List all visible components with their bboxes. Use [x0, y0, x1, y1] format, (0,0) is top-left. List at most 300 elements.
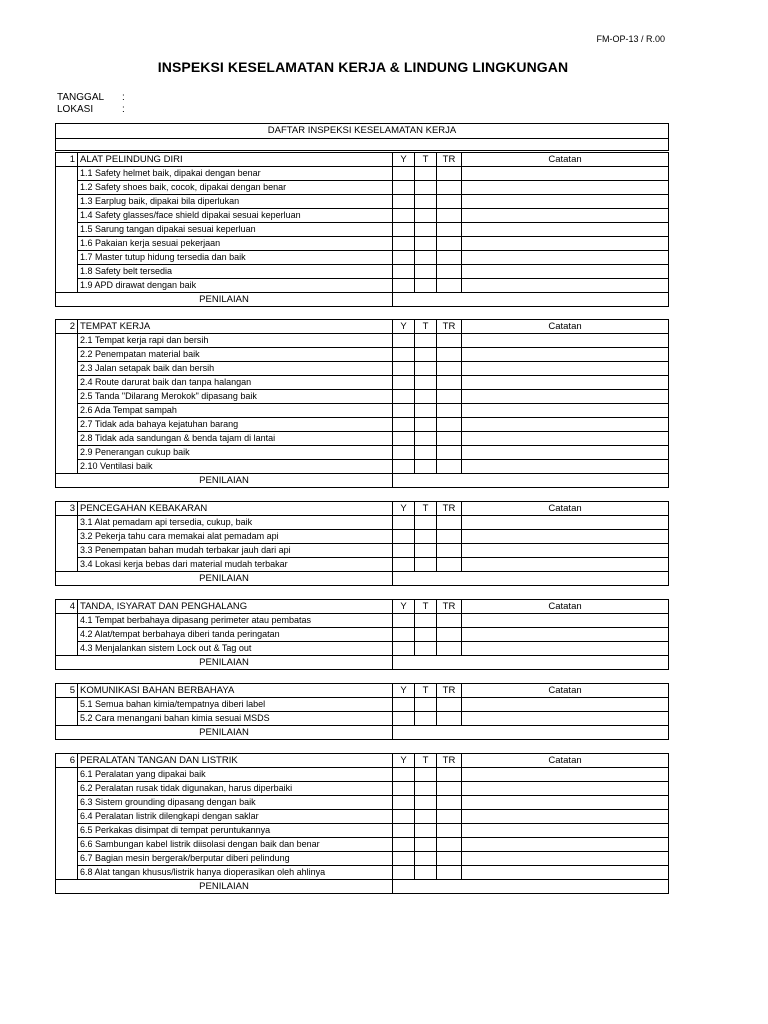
column-y-header: Y — [393, 502, 415, 516]
section-number: 4 — [56, 600, 78, 614]
check-t-cell[interactable] — [415, 195, 437, 209]
item-number-cell — [56, 866, 78, 880]
catatan-cell[interactable] — [462, 516, 669, 530]
checklist-item-row — [56, 432, 669, 446]
check-t-cell[interactable] — [415, 782, 437, 796]
check-t-cell[interactable] — [415, 237, 437, 251]
checklist-item-label: 2.1 Tempat kerja rapi dan bersih — [78, 334, 393, 348]
check-tr-cell[interactable] — [437, 404, 462, 418]
check-y-cell[interactable] — [393, 516, 415, 530]
checklist-item-row — [56, 195, 669, 209]
check-tr-cell[interactable] — [437, 544, 462, 558]
item-number-cell — [56, 460, 78, 474]
check-y-cell[interactable] — [393, 824, 415, 838]
checklist-item-row — [56, 810, 669, 824]
check-t-cell[interactable] — [415, 516, 437, 530]
check-t-cell[interactable] — [415, 628, 437, 642]
catatan-cell[interactable] — [462, 181, 669, 195]
check-tr-cell[interactable] — [437, 614, 462, 628]
check-tr-cell[interactable] — [437, 265, 462, 279]
column-t-header: T — [415, 153, 437, 167]
check-t-cell[interactable] — [415, 362, 437, 376]
check-y-cell[interactable] — [393, 446, 415, 460]
section-number: 5 — [56, 684, 78, 698]
catatan-cell[interactable] — [462, 852, 669, 866]
tanggal-label: TANGGAL — [57, 92, 105, 103]
item-number-cell — [56, 279, 78, 293]
column-t-header: T — [415, 502, 437, 516]
catatan-cell[interactable] — [462, 838, 669, 852]
check-tr-cell[interactable] — [437, 348, 462, 362]
penilaian-row — [56, 474, 669, 488]
check-t-cell[interactable] — [415, 418, 437, 432]
check-t-cell[interactable] — [415, 279, 437, 293]
check-y-cell[interactable] — [393, 558, 415, 572]
check-t-cell[interactable] — [415, 824, 437, 838]
catatan-cell[interactable] — [462, 362, 669, 376]
check-tr-cell[interactable] — [437, 167, 462, 181]
catatan-cell[interactable] — [462, 810, 669, 824]
section-header-row — [56, 754, 669, 768]
item-number-cell — [56, 265, 78, 279]
item-number-cell — [56, 195, 78, 209]
column-tr-header: TR — [437, 502, 462, 516]
checklist-item-row — [56, 404, 669, 418]
catatan-cell[interactable] — [462, 265, 669, 279]
checklist-item-row — [56, 516, 669, 530]
checklist-item-row — [56, 838, 669, 852]
checklist-item-label: 4.1 Tempat berbahaya dipasang perimeter atau pembatas — [78, 614, 393, 628]
checklist-item-row — [56, 698, 669, 712]
check-t-cell[interactable] — [415, 642, 437, 656]
check-tr-cell[interactable] — [437, 334, 462, 348]
catatan-cell[interactable] — [462, 334, 669, 348]
penilaian-value-cell[interactable] — [393, 293, 669, 307]
item-number-cell — [56, 530, 78, 544]
page-title: INSPEKSI KESELAMATAN KERJA & LINDUNG LINGKUNGAN — [157, 59, 569, 75]
check-t-cell[interactable] — [415, 432, 437, 446]
catatan-cell[interactable] — [462, 279, 669, 293]
checklist-item-label: 6.4 Peralatan listrik dilengkapi dengan saklar — [78, 810, 393, 824]
checklist-item-label: 2.3 Jalan setapak baik dan bersih — [78, 362, 393, 376]
item-number-cell — [56, 251, 78, 265]
check-y-cell[interactable] — [393, 614, 415, 628]
column-tr-header: TR — [437, 754, 462, 768]
check-tr-cell[interactable] — [437, 195, 462, 209]
checklist-item-row — [56, 181, 669, 195]
check-tr-cell[interactable] — [437, 768, 462, 782]
checklist-item-label: 6.2 Peralatan rusak tidak digunakan, harus diperbaiki — [78, 782, 393, 796]
check-tr-cell[interactable] — [437, 628, 462, 642]
catatan-cell[interactable] — [462, 460, 669, 474]
item-number-cell — [56, 810, 78, 824]
checklist-item-label: 2.4 Route darurat baik dan tanpa halangan — [78, 376, 393, 390]
check-t-cell[interactable] — [415, 348, 437, 362]
checklist-item-row — [56, 348, 669, 362]
column-catatan-header: Catatan — [462, 754, 669, 768]
column-t-header: T — [415, 754, 437, 768]
checklist-item-row — [56, 544, 669, 558]
check-tr-cell[interactable] — [437, 376, 462, 390]
check-y-cell[interactable] — [393, 530, 415, 544]
checklist-item-label: 1.6 Pakaian kerja sesuai pekerjaan — [78, 237, 393, 251]
column-y-header: Y — [393, 684, 415, 698]
item-number-cell — [56, 768, 78, 782]
check-t-cell[interactable] — [415, 265, 437, 279]
section-number: 1 — [56, 153, 78, 167]
check-t-cell[interactable] — [415, 614, 437, 628]
check-t-cell[interactable] — [415, 796, 437, 810]
column-t-header: T — [415, 600, 437, 614]
check-t-cell[interactable] — [415, 810, 437, 824]
check-y-cell[interactable] — [393, 712, 415, 726]
checklist-item-label: 3.2 Pekerja tahu cara memakai alat pemadam api — [78, 530, 393, 544]
check-tr-cell[interactable] — [437, 390, 462, 404]
check-t-cell[interactable] — [415, 223, 437, 237]
checklist-item-row — [56, 237, 669, 251]
checklist-item-row — [56, 251, 669, 265]
checklist-item-label: 5.2 Cara menangani bahan kimia sesuai MSDS — [78, 712, 393, 726]
section-title: PENCEGAHAN KEBAKARAN — [78, 502, 393, 516]
check-y-cell[interactable] — [393, 642, 415, 656]
section-title: KOMUNIKASI BAHAN BERBAHAYA — [78, 684, 393, 698]
item-number-cell — [56, 209, 78, 223]
check-tr-cell[interactable] — [437, 181, 462, 195]
section-header-row — [56, 600, 669, 614]
checklist-item-row — [56, 418, 669, 432]
lokasi-label: LOKASI — [57, 104, 94, 115]
checklist-item-row — [56, 223, 669, 237]
column-catatan-header: Catatan — [462, 684, 669, 698]
check-t-cell[interactable] — [415, 712, 437, 726]
checklist-item-row — [56, 614, 669, 628]
check-tr-cell[interactable] — [437, 810, 462, 824]
check-tr-cell[interactable] — [437, 838, 462, 852]
checklist-item-label: 2.8 Tidak ada sandungan & benda tajam di lantai — [78, 432, 393, 446]
check-tr-cell[interactable] — [437, 796, 462, 810]
checklist-item-label: 2.2 Penempatan material baik — [78, 348, 393, 362]
check-tr-cell[interactable] — [437, 432, 462, 446]
catatan-cell[interactable] — [462, 866, 669, 880]
checklist-item-label: 3.4 Lokasi kerja bebas dari material mudah terbakar — [78, 558, 393, 572]
catatan-cell[interactable] — [462, 614, 669, 628]
catatan-cell[interactable] — [462, 446, 669, 460]
section-header-row — [56, 320, 669, 334]
catatan-cell[interactable] — [462, 544, 669, 558]
checklist-item-label: 2.5 Tanda "Dilarang Merokok" dipasang baik — [78, 390, 393, 404]
penilaian-value-cell[interactable] — [393, 880, 669, 894]
catatan-cell[interactable] — [462, 348, 669, 362]
check-tr-cell[interactable] — [437, 446, 462, 460]
column-y-header: Y — [393, 320, 415, 334]
item-number-cell — [56, 614, 78, 628]
check-y-cell[interactable] — [393, 362, 415, 376]
penilaian-value-cell[interactable] — [393, 726, 669, 740]
column-y-header: Y — [393, 600, 415, 614]
check-tr-cell[interactable] — [437, 642, 462, 656]
check-t-cell[interactable] — [415, 167, 437, 181]
catatan-cell[interactable] — [462, 558, 669, 572]
section-table — [55, 501, 669, 586]
item-number-cell — [56, 516, 78, 530]
check-t-cell[interactable] — [415, 544, 437, 558]
penilaian-label: PENILAIAN — [56, 726, 393, 740]
check-t-cell[interactable] — [415, 530, 437, 544]
check-y-cell[interactable] — [393, 195, 415, 209]
item-number-cell — [56, 712, 78, 726]
checklist-item-row — [56, 530, 669, 544]
checklist-item-label: 1.3 Earplug baik, dipakai bila diperlukan — [78, 195, 393, 209]
column-tr-header: TR — [437, 320, 462, 334]
check-t-cell[interactable] — [415, 768, 437, 782]
check-y-cell[interactable] — [393, 544, 415, 558]
check-y-cell[interactable] — [393, 390, 415, 404]
check-t-cell[interactable] — [415, 181, 437, 195]
check-t-cell[interactable] — [415, 460, 437, 474]
checklist-item-row — [56, 852, 669, 866]
penilaian-label: PENILAIAN — [56, 572, 393, 586]
check-y-cell[interactable] — [393, 838, 415, 852]
check-tr-cell[interactable] — [437, 866, 462, 880]
checklist-item-label: 5.1 Semua bahan kimia/tempatnya diberi label — [78, 698, 393, 712]
check-y-cell[interactable] — [393, 768, 415, 782]
check-tr-cell[interactable] — [437, 362, 462, 376]
checklist-item-row — [56, 446, 669, 460]
catatan-cell[interactable] — [462, 796, 669, 810]
item-number-cell — [56, 698, 78, 712]
check-y-cell[interactable] — [393, 279, 415, 293]
check-tr-cell[interactable] — [437, 530, 462, 544]
check-y-cell[interactable] — [393, 334, 415, 348]
catatan-cell[interactable] — [462, 195, 669, 209]
penilaian-row — [56, 293, 669, 307]
check-tr-cell[interactable] — [437, 698, 462, 712]
item-number-cell — [56, 642, 78, 656]
checklist-item-row — [56, 824, 669, 838]
penilaian-row — [56, 572, 669, 586]
check-tr-cell[interactable] — [437, 251, 462, 265]
check-t-cell[interactable] — [415, 376, 437, 390]
check-t-cell[interactable] — [415, 390, 437, 404]
document-number: FM-OP-13 / R.00 — [596, 34, 665, 44]
column-tr-header: TR — [437, 153, 462, 167]
checklist-item-label: 6.5 Perkakas disimpat di tempat peruntukannya — [78, 824, 393, 838]
check-tr-cell[interactable] — [437, 516, 462, 530]
check-y-cell[interactable] — [393, 223, 415, 237]
catatan-cell[interactable] — [462, 712, 669, 726]
penilaian-row — [56, 880, 669, 894]
check-t-cell[interactable] — [415, 251, 437, 265]
checklist-item-label: 2.10 Ventilasi baik — [78, 460, 393, 474]
check-tr-cell[interactable] — [437, 558, 462, 572]
item-number-cell — [56, 852, 78, 866]
checklist-item-row — [56, 376, 669, 390]
catatan-cell[interactable] — [462, 404, 669, 418]
check-tr-cell[interactable] — [437, 824, 462, 838]
check-tr-cell[interactable] — [437, 852, 462, 866]
item-number-cell — [56, 838, 78, 852]
check-y-cell[interactable] — [393, 404, 415, 418]
column-catatan-header: Catatan — [462, 502, 669, 516]
catatan-cell[interactable] — [462, 824, 669, 838]
item-number-cell — [56, 432, 78, 446]
penilaian-label: PENILAIAN — [56, 474, 393, 488]
checklist-item-row — [56, 167, 669, 181]
catatan-cell[interactable] — [462, 642, 669, 656]
check-tr-cell[interactable] — [437, 209, 462, 223]
penilaian-label: PENILAIAN — [56, 880, 393, 894]
penilaian-row — [56, 656, 669, 670]
checklist-item-row — [56, 334, 669, 348]
check-t-cell[interactable] — [415, 209, 437, 223]
checklist-item-row — [56, 866, 669, 880]
check-t-cell[interactable] — [415, 838, 437, 852]
check-t-cell[interactable] — [415, 866, 437, 880]
checklist-item-row — [56, 265, 669, 279]
column-catatan-header: Catatan — [462, 600, 669, 614]
penilaian-value-cell[interactable] — [393, 474, 669, 488]
catatan-cell[interactable] — [462, 628, 669, 642]
section-number: 3 — [56, 502, 78, 516]
item-number-cell — [56, 544, 78, 558]
check-tr-cell[interactable] — [437, 223, 462, 237]
check-y-cell[interactable] — [393, 237, 415, 251]
section-title: ALAT PELINDUNG DIRI — [78, 153, 393, 167]
checklist-item-label: 1.9 APD dirawat dengan baik — [78, 279, 393, 293]
check-y-cell[interactable] — [393, 866, 415, 880]
column-y-header: Y — [393, 754, 415, 768]
item-number-cell — [56, 418, 78, 432]
check-y-cell[interactable] — [393, 796, 415, 810]
tanggal-row — [57, 92, 125, 103]
check-tr-cell[interactable] — [437, 418, 462, 432]
checklist-item-label: 1.1 Safety helmet baik, dipakai dengan benar — [78, 167, 393, 181]
check-y-cell[interactable] — [393, 348, 415, 362]
checklist-item-label: 3.1 Alat pemadam api tersedia, cukup, baik — [78, 516, 393, 530]
catatan-cell[interactable] — [462, 530, 669, 544]
check-y-cell[interactable] — [393, 181, 415, 195]
item-number-cell — [56, 404, 78, 418]
catatan-cell[interactable] — [462, 698, 669, 712]
item-number-cell — [56, 362, 78, 376]
catatan-cell[interactable] — [462, 782, 669, 796]
penilaian-value-cell[interactable] — [393, 572, 669, 586]
section-table — [55, 599, 669, 670]
section-header-row — [56, 153, 669, 167]
check-t-cell[interactable] — [415, 334, 437, 348]
check-y-cell[interactable] — [393, 852, 415, 866]
catatan-cell[interactable] — [462, 390, 669, 404]
item-number-cell — [56, 348, 78, 362]
check-t-cell[interactable] — [415, 558, 437, 572]
check-t-cell[interactable] — [415, 852, 437, 866]
check-tr-cell[interactable] — [437, 712, 462, 726]
checklist-item-label: 4.3 Menjalankan sistem Lock out & Tag out — [78, 642, 393, 656]
catatan-cell[interactable] — [462, 768, 669, 782]
checklist-item-label: 2.6 Ada Tempat sampah — [78, 404, 393, 418]
check-y-cell[interactable] — [393, 698, 415, 712]
checklist-item-row — [56, 642, 669, 656]
checklist-header-box — [55, 123, 669, 151]
catatan-cell[interactable] — [462, 167, 669, 181]
section-header-row — [56, 502, 669, 516]
item-number-cell — [56, 558, 78, 572]
section-title: TANDA, ISYARAT DAN PENGHALANG — [78, 600, 393, 614]
section-table — [55, 683, 669, 740]
check-y-cell[interactable] — [393, 376, 415, 390]
checklist-item-label: 2.9 Penerangan cukup baik — [78, 446, 393, 460]
catatan-cell[interactable] — [462, 418, 669, 432]
checklist-item-label: 6.3 Sistem grounding dipasang dengan baik — [78, 796, 393, 810]
checklist-item-row — [56, 209, 669, 223]
catatan-cell[interactable] — [462, 237, 669, 251]
check-y-cell[interactable] — [393, 460, 415, 474]
check-y-cell[interactable] — [393, 810, 415, 824]
section-table — [55, 753, 669, 894]
section-number: 2 — [56, 320, 78, 334]
checklist-item-row — [56, 768, 669, 782]
checklist-title: DAFTAR INSPEKSI KESELAMATAN KERJA — [56, 124, 668, 139]
checklist-item-label: 3.3 Penempatan bahan mudah terbakar jauh dari api — [78, 544, 393, 558]
section-title: PERALATAN TANGAN DAN LISTRIK — [78, 754, 393, 768]
catatan-cell[interactable] — [462, 209, 669, 223]
item-number-cell — [56, 181, 78, 195]
check-y-cell[interactable] — [393, 265, 415, 279]
checklist-item-label: 1.8 Safety belt tersedia — [78, 265, 393, 279]
check-y-cell[interactable] — [393, 782, 415, 796]
catatan-cell[interactable] — [462, 251, 669, 265]
checklist-item-label: 6.6 Sambungan kabel listrik diisolasi dengan baik dan benar — [78, 838, 393, 852]
check-y-cell[interactable] — [393, 209, 415, 223]
check-y-cell[interactable] — [393, 432, 415, 446]
catatan-cell[interactable] — [462, 432, 669, 446]
check-y-cell[interactable] — [393, 418, 415, 432]
check-y-cell[interactable] — [393, 167, 415, 181]
check-tr-cell[interactable] — [437, 279, 462, 293]
column-t-header: T — [415, 320, 437, 334]
column-tr-header: TR — [437, 684, 462, 698]
item-number-cell — [56, 167, 78, 181]
item-number-cell — [56, 824, 78, 838]
check-t-cell[interactable] — [415, 404, 437, 418]
check-t-cell[interactable] — [415, 698, 437, 712]
section-table — [55, 319, 669, 488]
checklist-item-row — [56, 279, 669, 293]
check-tr-cell[interactable] — [437, 237, 462, 251]
item-number-cell — [56, 446, 78, 460]
column-t-header: T — [415, 684, 437, 698]
tanggal-colon: : — [122, 92, 125, 103]
check-t-cell[interactable] — [415, 446, 437, 460]
catatan-cell[interactable] — [462, 223, 669, 237]
checklist-item-label: 6.1 Peralatan yang dipakai baik — [78, 768, 393, 782]
penilaian-value-cell[interactable] — [393, 656, 669, 670]
checklist-item-label: 4.2 Alat/tempat berbahaya diberi tanda peringatan — [78, 628, 393, 642]
checklist-item-label: 1.4 Safety glasses/face shield dipakai sesuai keperluan — [78, 209, 393, 223]
catatan-cell[interactable] — [462, 376, 669, 390]
checklist-item-label: 1.5 Sarung tangan dipakai sesuai keperluan — [78, 223, 393, 237]
check-y-cell[interactable] — [393, 251, 415, 265]
checklist-item-row — [56, 628, 669, 642]
checklist-item-row — [56, 460, 669, 474]
check-tr-cell[interactable] — [437, 782, 462, 796]
check-y-cell[interactable] — [393, 628, 415, 642]
lokasi-row — [57, 104, 125, 115]
checklist-item-label: 1.7 Master tutup hidung tersedia dan baik — [78, 251, 393, 265]
item-number-cell — [56, 237, 78, 251]
penilaian-row — [56, 726, 669, 740]
check-tr-cell[interactable] — [437, 460, 462, 474]
